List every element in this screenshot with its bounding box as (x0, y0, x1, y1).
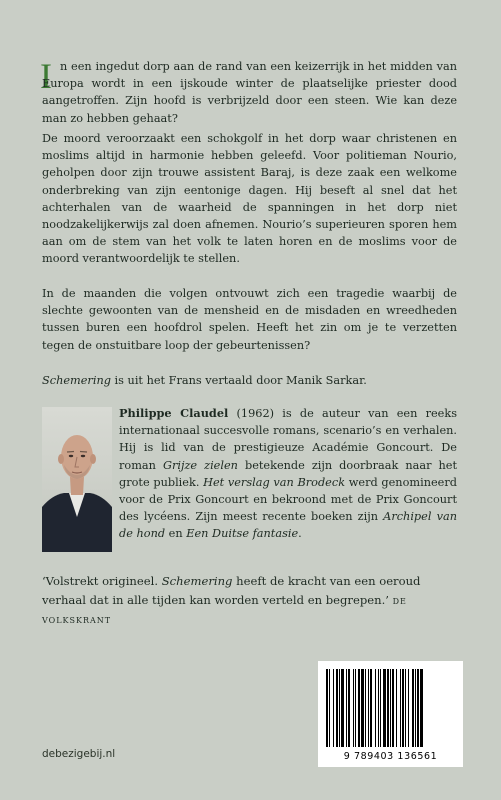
author-bio-text: en (165, 527, 187, 541)
book-title: Grijze zielen (162, 458, 238, 472)
press-quote-text: ‘Volstrekt origineel. (42, 574, 162, 588)
author-bio-text: betekende zijn doorbraak naar het grote publiek. (119, 458, 458, 489)
blurb-paragraph-2: De moord veroorzaakt een schokgolf in het dorp waar christenen en moslims altijd in harmonie hebben geleefd. Voor politieman Nourio, geholpen door zijn trouwe assistent Baraj, is deze zaak een welkome onderbreking van zijn eentonige dagen. Hij beseft al snel dat het achterhalen van de waarheid de spanningen in het dorp niet noodzakelijkerwijs zal doen afnemen. Nourio’s superieuren sporen hem aan om de stem van het volk te laten horen en de moslims voor de moord verantwoordelijk te stellen. (42, 132, 457, 266)
translation-note-text: is uit het Frans vertaald door Manik Sarkar. (110, 374, 367, 387)
quote-source: de volkskrant (42, 594, 407, 626)
blurb-paragraph-3: In de maanden die volgen ontvouwt zich een tragedie waarbij de slechte gewoonten van de mensheid en de misdaden en wreedheden tussen buren een hoofdrol spelen. Heeft het zin om je te verzetten tegen de onstuitbare loop der gebeurtenissen? (42, 287, 457, 352)
blurb-paragraph-1 (42, 58, 457, 127)
book-title: Het verslag van Brodeck (203, 475, 346, 489)
barcode-bars (326, 669, 455, 749)
drop-cap: I (40, 56, 52, 96)
book-title: Archipel van de hond (119, 510, 457, 541)
author-bio (119, 405, 457, 543)
book-title: Schemering (161, 574, 233, 588)
author-photo (42, 407, 112, 552)
author-name: Philippe Claudel (119, 406, 229, 420)
translation-note (42, 372, 457, 389)
press-quote-text: heeft de kracht van een oeroud verhaal dat in alle tijden kan worden verteld en begrepen.’ (42, 574, 421, 607)
author-bio-text: (1962) is de auteur van een reeks internationaal succesvolle romans, scenario’s en verhalen. Hij is lid van de prestigieuze Académie Goncourt. De roman (119, 407, 457, 472)
press-quote (42, 572, 462, 629)
publisher-website[interactable]: debezigebij.nl (42, 748, 116, 760)
author-bio-text: werd genomineerd voor de Prix Goncourt en bekroond met de Prix Goncourt des lycéens. Zijn meest recente boeken zijn (119, 475, 457, 524)
isbn-digits: 9 789403 136561 (343, 751, 438, 762)
author-bio-text: . (298, 527, 302, 541)
book-title: Een Duitse fantasie (186, 527, 299, 541)
book-title: Schemering (42, 374, 111, 387)
isbn-barcode (318, 661, 463, 767)
blurb-paragraph-1-text: n een ingedut dorp aan de rand van een keizerrijk in het midden van Europa wordt in een ijskoude winter de plaatselijke priester dood aangetroffen. Zijn hoofd is verbrijzeld door een steen. Wie kan deze man zo hebben gehaat? (42, 60, 457, 125)
